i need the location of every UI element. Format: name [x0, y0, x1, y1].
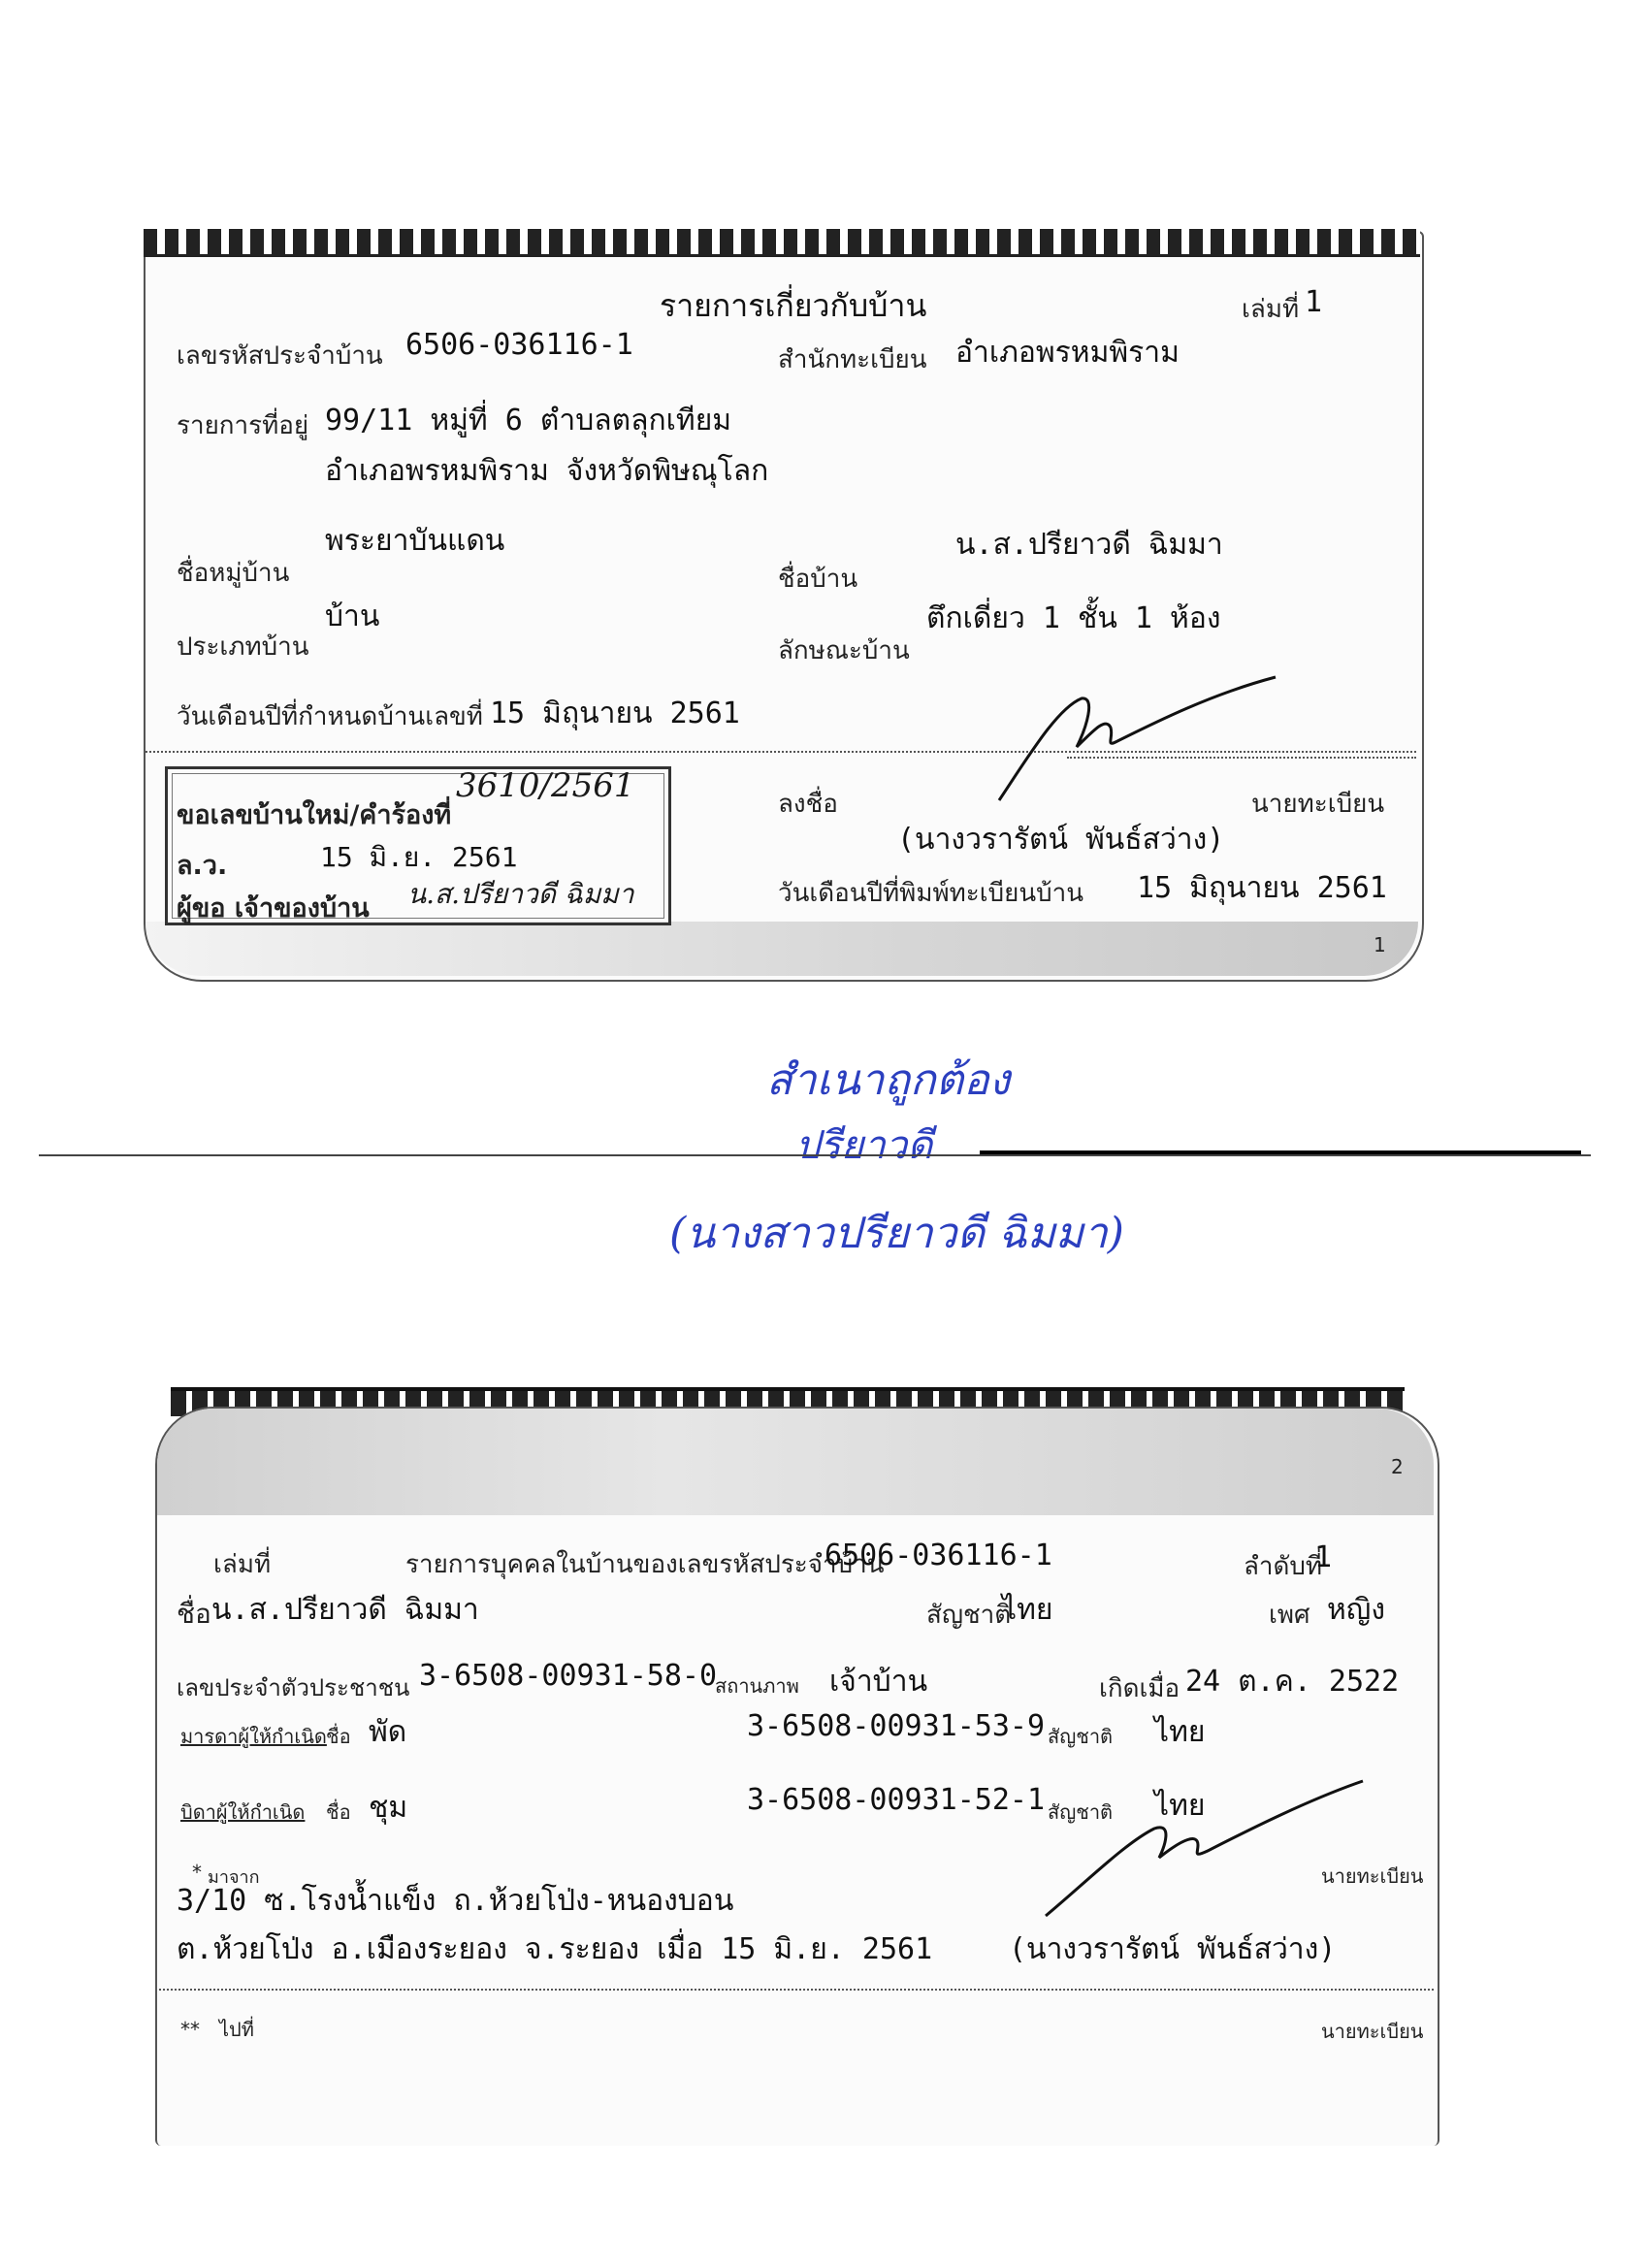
card2-house-code: 6506-036116-1	[824, 1539, 1052, 1572]
stamp-requester-label: ผู้ขอ เจ้าของบ้าน	[177, 893, 370, 923]
card2-registrar-label: นายทะเบียน	[1321, 1864, 1424, 1888]
nationality-label: สัญชาติ	[926, 1601, 1012, 1630]
card2-title: รายการบุคคลในบ้านของเลขรหัสประจำบ้าน	[405, 1550, 885, 1579]
card2-registrar-name: (นางวรารัตน์ พันธ์สว่าง)	[1009, 1932, 1337, 1966]
date-assigned-value: 15 มิถุนายน 2561	[490, 697, 740, 730]
born-value: 24 ต.ค. 2522	[1185, 1665, 1400, 1699]
card2-registrar-label-2: นายทะเบียน	[1321, 2020, 1424, 2043]
address-label: รายการที่อยู่	[177, 411, 309, 440]
card2-divider	[159, 1989, 1434, 1991]
card1-page-number: 1	[1374, 933, 1386, 956]
mother-name-label: ชื่อ	[326, 1725, 351, 1748]
card1-title: รายการเกี่ยวกับบ้าน	[660, 287, 927, 324]
handwritten-name: (นางสาวปรียาวดี ฉิมมา)	[669, 1209, 1124, 1258]
mother-label: มารดาผู้ให้กำเนิด	[180, 1725, 327, 1748]
house-code-label: เลขรหัสประจำบ้าน	[177, 341, 383, 371]
office-value: อำเภอพรหมพิราม	[955, 336, 1180, 370]
from-line1: 3/10 ซ.โรงน้ำแข็ง ถ.ห้วยโป่ง-หนองบอน	[177, 1884, 734, 1918]
card2-header-shade	[157, 1409, 1434, 1515]
mother-name: พัด	[369, 1715, 407, 1749]
village-label: ชื่อหมู่บ้าน	[177, 559, 290, 588]
sign-label: ลงชื่อ	[778, 790, 838, 819]
card2-volume-label: เล่มที่	[213, 1550, 272, 1579]
house-name-label: ชื่อบ้าน	[778, 565, 858, 594]
card2-page-number: 2	[1391, 1455, 1404, 1478]
id-value: 3-6508-00931-58-0	[419, 1659, 718, 1693]
father-name: ชุม	[369, 1791, 408, 1825]
registrar-signature-1	[989, 669, 1280, 805]
name-value: น.ส.ปรียาวดี ฉิมมา	[211, 1593, 479, 1627]
stamp-date-value: 15 มิ.ย. 2561	[320, 841, 518, 873]
registrar-signature-2	[1038, 1775, 1368, 1921]
volume-value: 1	[1305, 285, 1323, 319]
id-label: เลขประจำตัวประชาชน	[177, 1674, 410, 1701]
house-type-value: บ้าน	[325, 599, 380, 633]
name-label: ชื่อ	[177, 1598, 211, 1630]
village-value: พระยาบันแดน	[325, 524, 505, 558]
from-marker: *	[192, 1861, 202, 1884]
page-divider-line-bold	[980, 1150, 1581, 1154]
sex-label: เพศ	[1269, 1601, 1310, 1630]
to-marker: **	[180, 2018, 200, 2041]
born-label: เกิดเมื่อ	[1099, 1674, 1180, 1703]
registrar-label: นายทะเบียน	[1251, 790, 1385, 819]
house-style-label: ลักษณะบ้าน	[778, 636, 910, 665]
from-label: มาจาก	[208, 1867, 260, 1888]
print-date-label: วันเดือนปีที่พิมพ์ทะเบียนบ้าน	[778, 879, 1083, 908]
status-value: เจ้าบ้าน	[829, 1665, 928, 1699]
father-nationality-label: สัญชาติ	[1048, 1800, 1114, 1824]
father-id: 3-6508-00931-52-1	[747, 1783, 1046, 1817]
stamp-request-value: 3610/2561	[456, 766, 635, 805]
father-label: บิดาผู้ให้กำเนิด	[180, 1800, 306, 1824]
order-value: 1	[1314, 1540, 1333, 1574]
status-label: สถานภาพ	[715, 1674, 799, 1698]
card1-footer-shade	[146, 922, 1418, 976]
sex-value: หญิง	[1327, 1593, 1385, 1627]
stamp-request-label: ขอเลขบ้านใหม่/คำร้องที่	[177, 800, 452, 830]
page-divider-line	[39, 1154, 1591, 1156]
date-assigned-label: วันเดือนปีที่กำหนดบ้านเลขที่	[177, 702, 483, 731]
mother-nationality: ไทย	[1154, 1715, 1206, 1749]
to-label: ไปที่	[219, 2018, 254, 2041]
mother-nationality-label: สัญชาติ	[1048, 1725, 1114, 1748]
office-label: สำนักทะเบียน	[778, 345, 927, 374]
father-name-label: ชื่อ	[326, 1800, 351, 1824]
house-type-label: ประเภทบ้าน	[177, 632, 309, 662]
order-label: ลำดับที่	[1244, 1552, 1323, 1581]
nationality-value: ไทย	[1002, 1593, 1053, 1627]
house-name-value: น.ส.ปรียาวดี ฉิมมา	[955, 528, 1223, 562]
spiral-binding-top	[144, 229, 1420, 257]
registrar-name: (นางวรารัตน์ พันธ์สว่าง)	[897, 823, 1225, 857]
address-line1: 99/11 หมู่ที่ 6 ตำบลตลุกเทียม	[325, 404, 732, 437]
stamp-date-label: ล.ว.	[177, 851, 228, 881]
volume-label: เล่มที่	[1242, 295, 1300, 324]
stamp-requester-value: น.ส.ปรียาวดี ฉิมมา	[407, 878, 634, 910]
handwritten-signature: ปรียาวดี	[795, 1123, 933, 1168]
house-style-value: ตึกเดี่ยว 1 ชั้น 1 ห้อง	[926, 601, 1221, 635]
address-line2: อำเภอพรหมพิราม จังหวัดพิษณุโลก	[325, 454, 769, 488]
mother-id: 3-6508-00931-53-9	[747, 1709, 1046, 1743]
father-nationality: ไทย	[1154, 1789, 1206, 1823]
handwritten-certify: สำเนาถูกต้อง	[766, 1055, 1011, 1105]
house-code-value: 6506-036116-1	[405, 328, 633, 362]
from-line2: ต.ห้วยโป่ง อ.เมืองระยอง จ.ระยอง เมื่อ 15 มิ.ย. 2561	[177, 1932, 933, 1966]
print-date-value: 15 มิถุนายน 2561	[1137, 871, 1387, 905]
